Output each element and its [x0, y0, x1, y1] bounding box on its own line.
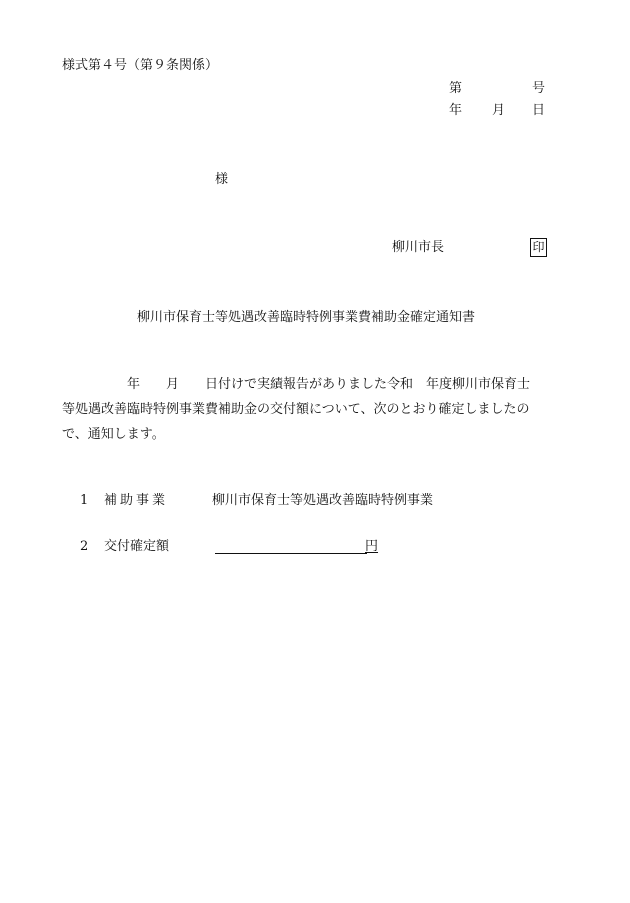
- item-label-confirmed-amount: 交付確定額: [104, 539, 170, 554]
- document-title: 柳川市保育士等処遇改善臨時特例事業費補助金確定通知書: [137, 310, 476, 325]
- date-day-label: 日: [532, 103, 546, 118]
- item-value-subsidy-project: 柳川市保育士等処遇改善臨時特例事業: [212, 493, 434, 508]
- body-text-line: 等処遇改善臨時特例事業費補助金の交付額について、次のとおり確定しましたの: [62, 402, 530, 417]
- document-number-prefix: 第: [449, 81, 463, 96]
- currency-unit-yen: 円: [365, 539, 379, 554]
- document-number-suffix: 号: [532, 81, 546, 96]
- recipient-honorific: 様: [215, 172, 229, 187]
- body-text-line: 年 月 日付けで実績報告がありました令和 年度柳川市保育士: [62, 377, 531, 392]
- item-number: 2: [80, 539, 89, 554]
- date-month-label: 月: [492, 103, 506, 118]
- date-year-label: 年: [449, 103, 463, 118]
- item-number: 1: [80, 493, 89, 508]
- item-label-subsidy-project: 補助事業: [104, 493, 169, 508]
- form-number: 様式第４号（第９条関係）: [62, 58, 219, 73]
- sender-title: 柳川市長: [392, 240, 445, 255]
- seal-mark: 印: [530, 238, 547, 257]
- body-text-line: で、通知します。: [62, 427, 165, 442]
- confirmed-amount-blank-line: [215, 553, 367, 554]
